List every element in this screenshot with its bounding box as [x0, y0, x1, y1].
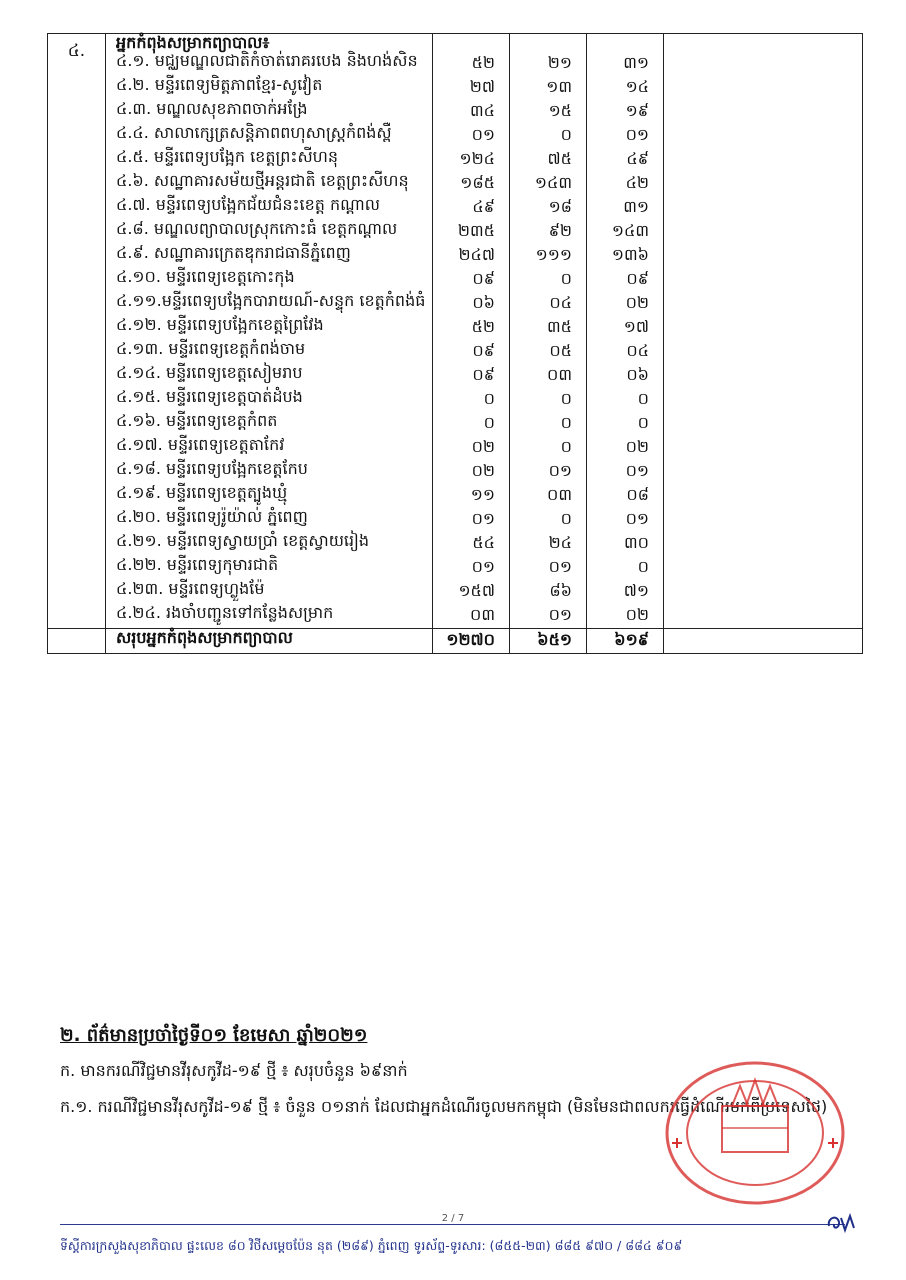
row-empty-cell: [664, 220, 863, 244]
table-row: [48, 52, 863, 76]
table-row: [48, 100, 863, 124]
row-value-1: ២៣៥: [433, 220, 510, 244]
row-value-3: ១៧: [587, 316, 664, 340]
row-label: ៤.១២. មន្ទីរពេទ្យបង្អែកខេត្តព្រៃវែង: [106, 316, 433, 340]
row-empty-cell: [664, 340, 863, 364]
row-value-2: ៨៦: [510, 580, 587, 604]
row-value-3: ១៩: [587, 100, 664, 124]
table-row: [48, 364, 863, 388]
table-row: [48, 556, 863, 580]
row-value-2: ១៣: [510, 76, 587, 100]
table-row: [48, 484, 863, 508]
row-label: ៤.៣. មណ្ឌលសុខភាពចាក់អង្រែ: [106, 100, 433, 124]
table-row: [48, 532, 863, 556]
row-value-2: ០: [510, 508, 587, 532]
table-row: [48, 412, 863, 436]
table-row: [48, 292, 863, 316]
row-value-2: ២១: [510, 52, 587, 76]
table-row: [48, 76, 863, 100]
row-value-1: ០៩: [433, 364, 510, 388]
row-value-1: ០៦: [433, 292, 510, 316]
table-row: [48, 508, 863, 532]
row-value-3: ០១: [587, 508, 664, 532]
row-value-3: ០១: [587, 460, 664, 484]
official-seal-stamp: [660, 1058, 850, 1208]
table-heading: អ្នកកំពុងសម្រាកព្យាបាល៖: [106, 34, 433, 53]
page-number: 2 / 7: [441, 1213, 465, 1224]
row-value-1: ៥២: [433, 52, 510, 76]
row-value-2: ២៤: [510, 532, 587, 556]
row-empty-cell: [664, 364, 863, 388]
table-row: [48, 244, 863, 268]
row-empty-cell: [664, 244, 863, 268]
row-value-1: ០៣: [433, 604, 510, 629]
row-value-2: ០៥: [510, 340, 587, 364]
row-value-1: ១១: [433, 484, 510, 508]
row-label: ៤.១៦. មន្ទីរពេទ្យខេត្តកំពត: [106, 412, 433, 436]
table-total-row: [48, 629, 863, 654]
row-label: ៤.៨. មណ្ឌលព្យាបាលស្រុកកោះធំ ខេត្តកណ្តាល: [106, 220, 433, 244]
signature-initials: [825, 1210, 861, 1236]
row-value-1: ០៩: [433, 340, 510, 364]
section-2-title: ២. ព័ត៌មានប្រចាំថ្ងៃទី០១ ខែមេសា ឆ្នាំ២០២១: [60, 1025, 368, 1046]
table-row: [48, 124, 863, 148]
total-value-3: ៦១៩: [587, 629, 664, 654]
row-value-2: ១១១: [510, 244, 587, 268]
row-label: ៤.២. មន្ទីរពេទ្យមិត្តភាពខ្មែរ-សូវៀត: [106, 76, 433, 100]
row-value-2: ០: [510, 268, 587, 292]
row-empty-cell: [664, 76, 863, 100]
row-value-1: ៥៤: [433, 532, 510, 556]
row-value-1: ០៩: [433, 268, 510, 292]
row-label: ៤.១៧. មន្ទីរពេទ្យខេត្តតាកែវ: [106, 436, 433, 460]
row-label: ៤.១៣. មន្ទីរពេទ្យខេត្តកំពង់ចាម: [106, 340, 433, 364]
total-section-cell: [48, 629, 106, 654]
row-label: ៤.១៩. មន្ទីរពេទ្យខេត្តត្បូងឃ្មុំ: [106, 484, 433, 508]
row-value-1: ១២៤: [433, 148, 510, 172]
row-value-3: ០២: [587, 292, 664, 316]
row-empty-cell: [664, 460, 863, 484]
row-value-3: ០២: [587, 436, 664, 460]
row-value-2: ៣៥: [510, 316, 587, 340]
row-value-3: ០២: [587, 604, 664, 629]
row-value-3: ៣១: [587, 52, 664, 76]
row-label: ៤.២២. មន្ទីរពេទ្យកុមារជាតិ: [106, 556, 433, 580]
table-row: [48, 220, 863, 244]
row-empty-cell: [664, 52, 863, 76]
row-value-3: ០៦: [587, 364, 664, 388]
footer-address: ទីស្តីការក្រសួងសុខាភិបាល ផ្ទះលេខ ៨០ វិថីសម្តេចប៉ែន នុត (២៨៩) ភ្នំពេញ ទូរស័ព្ទ-ទូរសារ: (៨៥៥-២៣) ៨៨៥ ៩៧០ / ៨៨៤ ៩០៩: [60, 1238, 683, 1253]
table-row: [48, 460, 863, 484]
table-row: [48, 196, 863, 220]
row-empty-cell: [664, 268, 863, 292]
row-value-2: ១៥: [510, 100, 587, 124]
row-empty-cell: [664, 484, 863, 508]
row-value-1: ៣៤: [433, 100, 510, 124]
section-2-line-a: ក. មានករណីវិជ្ជមានវីរុសកូវីដ-១៩ ថ្មី ៖ សរុបចំនួន ៦៩នាក់: [60, 1061, 408, 1080]
row-value-3: ១៤: [587, 76, 664, 100]
row-value-3: ០: [587, 412, 664, 436]
row-label: ៤.១០. មន្ទីរពេទ្យខេត្តកោះកុង: [106, 268, 433, 292]
row-label: ៤.៦. សណ្ឋាគារសម័យថ្មីអន្តរជាតិ ខេត្តព្រះសីហនុ: [106, 172, 433, 196]
patients-table: [47, 33, 863, 654]
row-empty-cell: [664, 604, 863, 629]
row-value-2: ០: [510, 412, 587, 436]
row-empty-cell: [664, 196, 863, 220]
row-empty-cell: [664, 412, 863, 436]
section-number: ៤.: [48, 34, 106, 629]
row-label: ៤.១. មជ្ឈមណ្ឌលជាតិកំចាត់រោគរបេង និងហង់សិន: [106, 52, 433, 76]
row-label: ៤.២១. មន្ទីរពេទ្យស្វាយប្រាំ ខេត្តស្វាយរៀង: [106, 532, 433, 556]
row-value-3: ១៤៣: [587, 220, 664, 244]
row-value-2: ០: [510, 388, 587, 412]
total-empty-cell: [664, 629, 863, 654]
row-empty-cell: [664, 124, 863, 148]
row-value-3: ៧១: [587, 580, 664, 604]
table-row: [48, 436, 863, 460]
table-row: [48, 340, 863, 364]
table-row: [48, 172, 863, 196]
row-label: ៤.៩. សណ្ឋាគារក្រេតឌុករាជធានីភ្នំពេញ: [106, 244, 433, 268]
row-value-3: ០: [587, 556, 664, 580]
row-empty-cell: [664, 172, 863, 196]
table-row: [48, 148, 863, 172]
total-label: សរុបអ្នកកំពុងសម្រាកព្យាបាល: [106, 629, 433, 654]
row-empty-cell: [664, 316, 863, 340]
row-value-1: ២៧: [433, 76, 510, 100]
row-value-2: ៧៥: [510, 148, 587, 172]
row-value-2: ០: [510, 436, 587, 460]
row-value-2: ០: [510, 124, 587, 148]
row-value-3: ៣១: [587, 196, 664, 220]
row-empty-cell: [664, 532, 863, 556]
row-label: ៤.៤. សាលាក្សេត្រសន្តិភាពពហុសាស្ត្រកំពង់ស្ពឺ: [106, 124, 433, 148]
row-value-2: ០១: [510, 460, 587, 484]
row-value-3: ១៣៦: [587, 244, 664, 268]
row-value-3: ៤៩: [587, 148, 664, 172]
row-value-3: ០៨: [587, 484, 664, 508]
row-label: ៤.២៣. មន្ទីរពេទ្យហ្លួងម៉ែ: [106, 580, 433, 604]
row-value-3: ០១: [587, 124, 664, 148]
row-value-2: ៩២: [510, 220, 587, 244]
row-value-3: ០: [587, 388, 664, 412]
total-value-2: ៦៥១: [510, 629, 587, 654]
row-value-3: ៤២: [587, 172, 664, 196]
row-label: ៤.៧. មន្ទីរពេទ្យបង្អែកជ័យជំនះខេត្ត កណ្តាល: [106, 196, 433, 220]
row-value-3: ០៤: [587, 340, 664, 364]
section-2-line-a1: ក.១. ករណីវិជ្ជមានវីរុសកូវីដ-១៩ ថ្មី ៖ ចំនួន ០១នាក់ ដែលជាអ្នកដំណើរចូលមកកម្ពុជា (មិនមែនជាពលករធ្វើដំណើរមកពីប្រទេសថៃ): [60, 1097, 828, 1116]
table-row: [48, 268, 863, 292]
row-label: ៤.២០. មន្ទីរពេទ្យរ៉ូយ៉ាល់ ភ្នំពេញ: [106, 508, 433, 532]
row-value-1: ០១: [433, 556, 510, 580]
row-value-1: ០២: [433, 460, 510, 484]
row-value-1: ៤៩: [433, 196, 510, 220]
row-label: ៤.១១.មន្ទីរពេទ្យបង្អែកបារាយណ៍-សន្ទុក ខេត្តកំពង់ធំ: [106, 292, 433, 316]
row-empty-cell: [664, 436, 863, 460]
row-value-1: ១៨៥: [433, 172, 510, 196]
row-value-1: ២៤៧: [433, 244, 510, 268]
row-value-2: ០១: [510, 556, 587, 580]
table-heading-row: [48, 34, 863, 53]
row-empty-cell: [664, 148, 863, 172]
row-label: ៤.១៤. មន្ទីរពេទ្យខេត្តសៀមរាប: [106, 364, 433, 388]
row-value-2: ០១: [510, 604, 587, 629]
footer-divider: [60, 1224, 845, 1225]
row-value-2: ០៤: [510, 292, 587, 316]
row-label: ៤.២៤. រងចាំបញ្ជូនទៅកន្លែងសម្រាក: [106, 604, 433, 629]
row-value-1: ៥២: [433, 316, 510, 340]
row-value-2: ១៨: [510, 196, 587, 220]
row-value-2: ១៤៣: [510, 172, 587, 196]
row-empty-cell: [664, 556, 863, 580]
row-label: ៤.១៨. មន្ទីរពេទ្យបង្អែកខេត្តកែប: [106, 460, 433, 484]
row-value-1: ១៥៧: [433, 580, 510, 604]
table-row: [48, 580, 863, 604]
row-value-3: ០៩: [587, 268, 664, 292]
table-row: [48, 316, 863, 340]
row-value-1: ០២: [433, 436, 510, 460]
row-empty-cell: [664, 100, 863, 124]
table-row: [48, 388, 863, 412]
row-label: ៤.៥. មន្ទីរពេទ្យបង្អែក ខេត្តព្រះសីហនុ: [106, 148, 433, 172]
row-empty-cell: [664, 292, 863, 316]
total-value-1: ១២៧០: [433, 629, 510, 654]
row-label: ៤.១៥. មន្ទីរពេទ្យខេត្តបាត់ដំបង: [106, 388, 433, 412]
table-row: [48, 604, 863, 629]
row-value-1: ០១: [433, 124, 510, 148]
row-value-1: ០១: [433, 508, 510, 532]
row-empty-cell: [664, 388, 863, 412]
row-empty-cell: [664, 508, 863, 532]
row-empty-cell: [664, 580, 863, 604]
row-value-2: ០៣: [510, 364, 587, 388]
row-value-2: ០៣: [510, 484, 587, 508]
row-value-1: ០: [433, 388, 510, 412]
row-value-3: ៣០: [587, 532, 664, 556]
row-value-1: ០: [433, 412, 510, 436]
